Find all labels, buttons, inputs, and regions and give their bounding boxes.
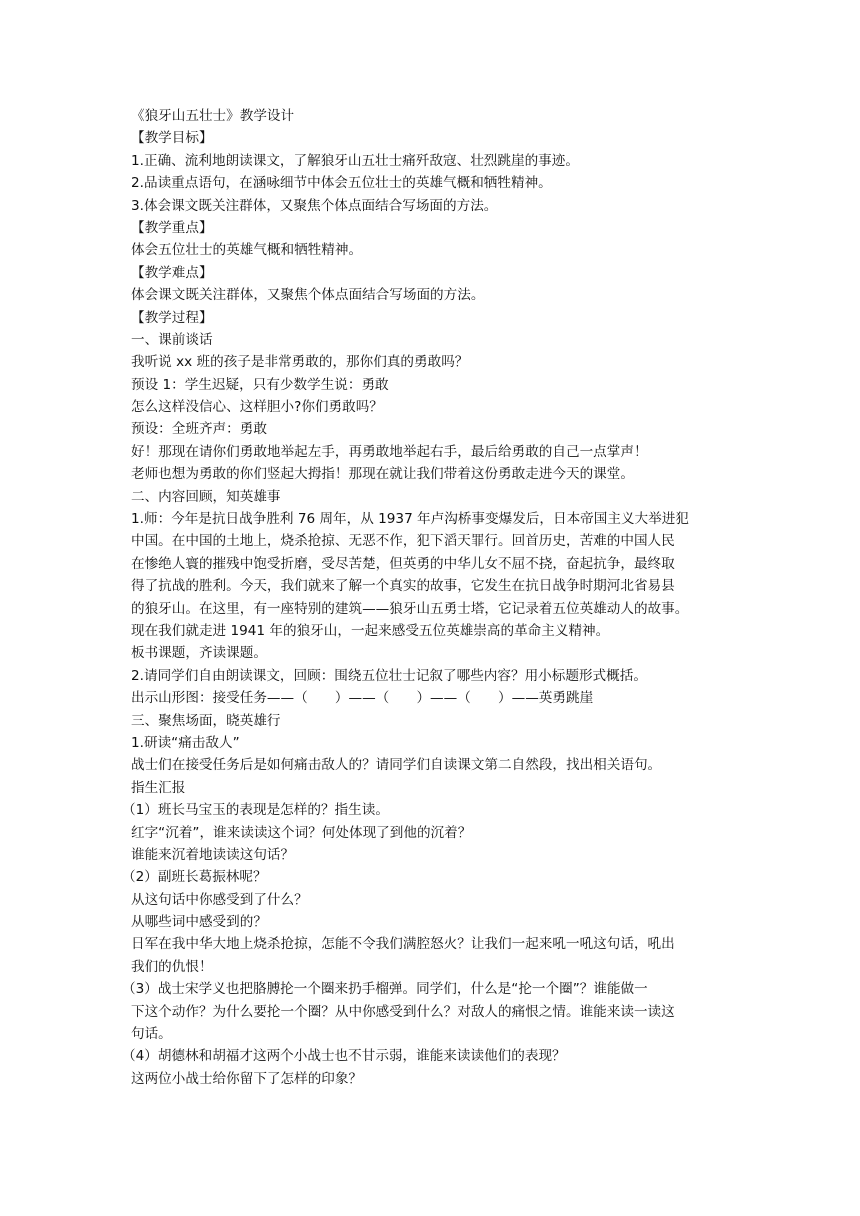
document-page (122, 105, 736, 1090)
paragraph-line: 预设：全班齐声：勇敢 (131, 421, 267, 438)
subheading-pre-class-talk: 一、课前谈话 (131, 331, 213, 348)
objective-3: 3.体会课文既关注群体，又聚焦个体点面结合写场面的方法。 (131, 197, 498, 214)
document-title: 《狼牙山五壮士》教学设计 (131, 108, 295, 124)
paragraph-line: 预设 1：学生迟疑，只有少数学生说：勇敢 (131, 376, 389, 393)
paragraph-line: 在惨绝人寰的摧残中饱受折磨，受尽苦楚，但英勇的中华儿女不屈不挠，奋起抗争，最终取 (131, 555, 675, 572)
paragraph-line: 谁能来沉着地读读这句话？ (131, 846, 295, 863)
paragraph-line: （1）班长马宝玉的表现是怎样的？指生读。 (122, 802, 389, 819)
paragraph-line: 2.请同学们自由朗读课文，回顾：围绕五位壮士记叙了哪些内容？用小标题形式概括。 (131, 667, 647, 684)
paragraph-line: 板书课题，齐读课题。 (131, 645, 267, 662)
subheading-content-review: 二、内容回顾，知英雄事 (131, 488, 281, 505)
key-point-text: 体会五位壮士的英雄气概和牺牲精神。 (131, 242, 363, 259)
paragraph-line: 我们的仇恨！ (131, 958, 213, 975)
section-heading-objectives: 【教学目标】 (131, 130, 213, 147)
objective-1: 1.正确、流利地朗读课文，了解狼牙山五壮士痛歼敌寇、壮烈跳崖的事迹。 (131, 152, 579, 169)
paragraph-line: 句话。 (131, 1026, 172, 1043)
section-heading-difficulties: 【教学难点】 (131, 264, 213, 281)
paragraph-line: 红字“沉着”，谁来读读这个词？何处体现了到他的沉着？ (131, 824, 472, 841)
paragraph-line: 现在我们就走进 1941 年的狼牙山，一起来感受五位英雄崇高的革命主义精神。 (131, 622, 610, 639)
paragraph-line: 从这句话中你感受到了什么？ (131, 891, 308, 908)
paragraph-line: 1.研读“痛击敌人” (131, 734, 240, 751)
section-heading-process: 【教学过程】 (131, 309, 213, 326)
paragraph-line: 怎么这样没信心、这样胆小?你们勇敢吗？ (131, 399, 383, 416)
paragraph-line: 日军在我中华大地上烧杀抢掠，怎能不令我们满腔怒火？让我们一起来吼一吼这句话，吼出 (131, 936, 675, 953)
paragraph-line: 老师也想为勇敢的你们竖起大拇指！那现在就让我们带着这份勇敢走进今天的课堂。 (131, 466, 634, 483)
document-body (122, 127, 736, 1090)
paragraph-line: 我听说 xx 班的孩子是非常勇敢的，那你们真的勇敢吗？ (131, 354, 469, 371)
paragraph-line: 得了抗战的胜利。今天，我们就来了解一个真实的故事，它发生在抗日战争时期河北省易县 (131, 578, 675, 595)
paragraph-line: （2）副班长葛振林呢？ (122, 869, 267, 886)
paragraph-line: 这两位小战士给你留下了怎样的印象？ (131, 1070, 363, 1087)
paragraph-line: 指生汇报 (131, 779, 186, 796)
objective-2: 2.品读重点语句，在涵咏细节中体会五位壮士的英雄气概和牺牲精神。 (131, 175, 552, 192)
paragraph-line: 下这个动作？为什么要抡一个圈？从中你感受到什么？对敌人的痛恨之情。谁能来读一读这 (131, 1003, 675, 1020)
difficulty-text: 体会课文既关注群体，又聚焦个体点面结合写场面的方法。 (131, 287, 485, 304)
paragraph-line: 出示山形图：接受任务——（ ）——（ ）——（ ）——英勇跳崖 (131, 690, 594, 707)
paragraph-line: 战士们在接受任务后是如何痛击敌人的？请同学们自读课文第二自然段，找出相关语句。 (131, 757, 662, 774)
section-heading-key-points: 【教学重点】 (131, 219, 213, 236)
paragraph-line: 中国。在中国的土地上，烧杀抢掠、无恶不作，犯下滔天罪行。回首历史，苦难的中国人民 (131, 533, 675, 550)
paragraph-line: 1.师：今年是抗日战争胜利 76 周年，从 1937 年卢沟桥事变爆发后，日本帝国主义大举进犯 (131, 511, 689, 528)
paragraph-line: 的狼牙山。在这里，有一座特别的建筑——狼牙山五勇士塔，它记录着五位英雄动人的故事。 (131, 600, 689, 617)
paragraph-line: （4）胡德林和胡福才这两个小战士也不甘示弱，谁能来读读他们的表现？ (122, 1048, 566, 1065)
subheading-focus-scene: 三、聚焦场面，晓英雄行 (131, 712, 281, 729)
paragraph-line: （3）战士宋学义也把胳膊抡一个圈来扔手榴弹。同学们，什么是“抡一个圈”？谁能做一 (122, 981, 648, 998)
paragraph-line: 从哪些词中感受到的？ (131, 914, 267, 931)
paragraph-line: 好！那现在请你们勇敢地举起左手，再勇敢地举起右手，最后给勇敢的自己一点掌声！ (131, 443, 648, 460)
